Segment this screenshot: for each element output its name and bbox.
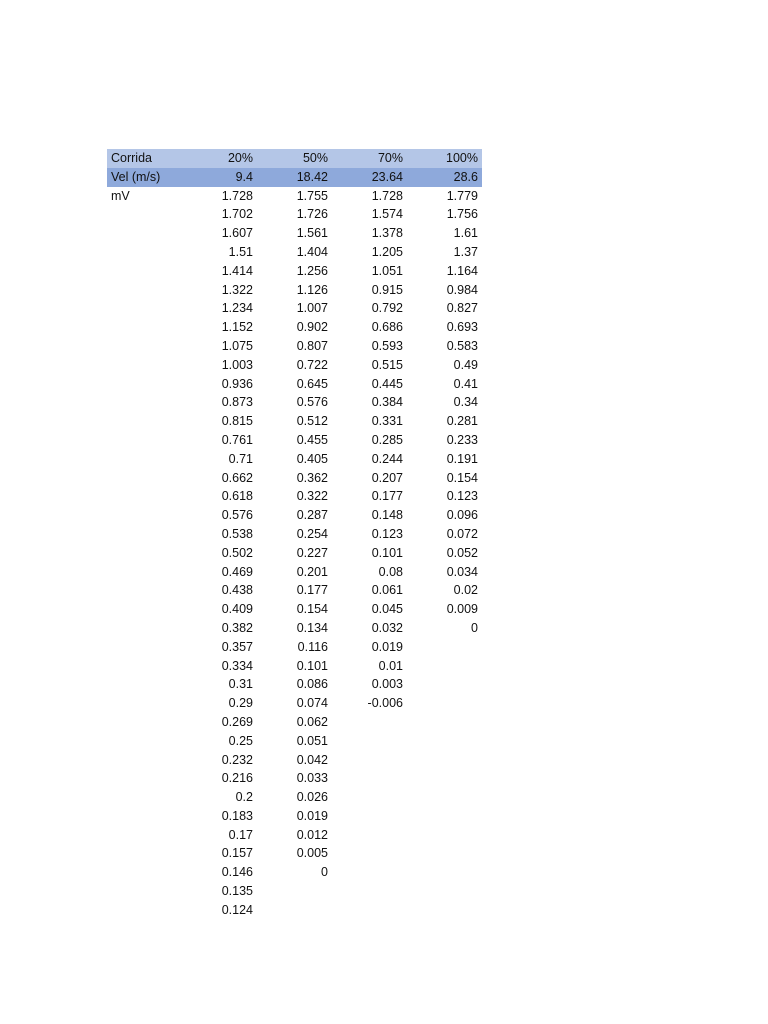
table-row — [107, 205, 482, 224]
table-cell[interactable] — [407, 638, 482, 657]
empty-label-cell[interactable] — [107, 356, 182, 375]
empty-label-cell[interactable] — [107, 243, 182, 262]
table-cell[interactable]: 1.378 — [371, 226, 403, 241]
empty-label-cell[interactable] — [107, 713, 182, 732]
table-cell[interactable]: 1.051 — [371, 263, 403, 278]
table-row — [107, 826, 482, 845]
header-cell-corrida[interactable]: Corrida — [107, 149, 182, 168]
table-cell[interactable]: 0.902 — [296, 320, 328, 335]
table-row — [107, 525, 482, 544]
table-cell[interactable]: 0.074 — [296, 696, 328, 711]
table-row — [107, 788, 482, 807]
table-cell[interactable] — [332, 882, 407, 901]
table-cell[interactable]: 1.164 — [446, 263, 478, 278]
table-cell[interactable]: 0.009 — [446, 602, 478, 617]
header-cell-70pct[interactable]: 70% — [332, 149, 407, 168]
table-cell[interactable] — [407, 807, 482, 826]
table-cell[interactable]: 0.334 — [221, 658, 253, 673]
empty-label-cell[interactable] — [107, 675, 182, 694]
table-cell[interactable]: 0.512 — [296, 414, 328, 429]
table-cell[interactable]: 0.134 — [296, 620, 328, 635]
table-cell[interactable]: 1.756 — [446, 207, 478, 222]
table-row — [107, 563, 482, 582]
table-cell[interactable]: 0.31 — [228, 677, 253, 692]
table-row — [107, 506, 482, 525]
table-cell[interactable]: 1.755 — [296, 188, 328, 203]
table-row — [107, 393, 482, 412]
table-cell[interactable]: 0.003 — [371, 677, 403, 692]
table-cell[interactable]: 0.02 — [453, 583, 478, 598]
table-cell[interactable]: 0.827 — [446, 301, 478, 316]
table-cell[interactable]: 0.101 — [371, 545, 403, 560]
table-cell[interactable]: 0.362 — [296, 470, 328, 485]
table-cell[interactable]: 0.124 — [221, 902, 253, 917]
table-cell[interactable]: 0.71 — [228, 451, 253, 466]
empty-label-cell[interactable] — [107, 506, 182, 525]
table-cell[interactable] — [332, 788, 407, 807]
unit-label-cell[interactable]: mV — [111, 188, 130, 203]
table-cell[interactable]: 0.052 — [446, 545, 478, 560]
table-cell[interactable]: 0.438 — [221, 583, 253, 598]
table-cell[interactable]: 0.01 — [378, 658, 403, 673]
table-cell[interactable]: 0.183 — [221, 808, 253, 823]
table-cell[interactable]: 0.227 — [296, 545, 328, 560]
table-cell[interactable]: 0.08 — [378, 564, 403, 579]
table-row — [107, 337, 482, 356]
table-cell[interactable]: -0.006 — [367, 696, 403, 711]
table-row — [107, 544, 482, 563]
table-cell[interactable]: 0.409 — [221, 602, 253, 617]
table-cell[interactable] — [407, 826, 482, 845]
table-cell[interactable]: 0.012 — [296, 827, 328, 842]
table-row — [107, 375, 482, 394]
empty-label-cell[interactable] — [107, 581, 182, 600]
table-cell[interactable] — [332, 769, 407, 788]
empty-label-cell[interactable] — [107, 619, 182, 638]
empty-label-cell[interactable] — [107, 299, 182, 318]
table-cell[interactable]: 0.807 — [296, 338, 328, 353]
header-cell-100pct[interactable]: 100% — [407, 149, 482, 168]
table-row — [107, 318, 482, 337]
table-cell[interactable] — [407, 901, 482, 920]
table-cell[interactable]: 0.177 — [371, 489, 403, 504]
table-cell[interactable] — [332, 732, 407, 751]
table-cell[interactable]: 1.61 — [453, 226, 478, 241]
table-cell[interactable] — [407, 751, 482, 770]
table-cell[interactable]: 0.154 — [296, 602, 328, 617]
table-cell[interactable]: 1.574 — [371, 207, 403, 222]
table-row — [107, 412, 482, 431]
table-row — [107, 187, 482, 206]
table-cell[interactable]: 0.405 — [296, 451, 328, 466]
table-cell[interactable]: 1.003 — [221, 357, 253, 372]
table-cell[interactable]: 0.538 — [221, 526, 253, 541]
empty-label-cell[interactable] — [107, 487, 182, 506]
empty-label-cell[interactable] — [107, 469, 182, 488]
table-cell[interactable]: 0.25 — [228, 733, 253, 748]
table-row — [107, 844, 482, 863]
table-row — [107, 882, 482, 901]
table-cell[interactable]: 0.061 — [371, 583, 403, 598]
empty-label-cell[interactable] — [107, 788, 182, 807]
table-cell[interactable]: 0.033 — [296, 771, 328, 786]
table-cell[interactable]: 0.032 — [371, 620, 403, 635]
empty-label-cell[interactable] — [107, 544, 182, 563]
table-row — [107, 675, 482, 694]
table-cell[interactable]: 0.331 — [371, 414, 403, 429]
table-cell[interactable]: 0.086 — [296, 677, 328, 692]
table-cell[interactable]: 0.207 — [371, 470, 403, 485]
table-cell[interactable]: 0.936 — [221, 376, 253, 391]
table-cell[interactable]: 0.072 — [446, 526, 478, 541]
table-cell[interactable] — [332, 826, 407, 845]
table-cell[interactable]: 1.779 — [446, 188, 478, 203]
table-cell[interactable]: 0.116 — [297, 639, 328, 654]
table-row — [107, 224, 482, 243]
table-cell[interactable]: 0.29 — [228, 696, 253, 711]
table-cell[interactable]: 0 — [471, 620, 478, 635]
table-cell[interactable]: 0.154 — [446, 470, 478, 485]
table-cell[interactable] — [407, 732, 482, 751]
table-cell[interactable]: 0.445 — [371, 376, 403, 391]
table-row — [107, 769, 482, 788]
table-cell[interactable]: 0.287 — [296, 508, 328, 523]
table-cell[interactable]: 0.034 — [446, 564, 478, 579]
spreadsheet-table — [107, 149, 482, 920]
table-cell[interactable]: 0.148 — [371, 508, 403, 523]
table-cell[interactable]: 0.576 — [221, 508, 253, 523]
table-cell[interactable]: 0.254 — [296, 526, 328, 541]
table-row — [107, 262, 482, 281]
table-row — [107, 638, 482, 657]
empty-label-cell[interactable] — [107, 901, 182, 920]
table-cell[interactable]: 0.502 — [221, 545, 253, 560]
empty-label-cell[interactable] — [107, 393, 182, 412]
empty-label-cell[interactable] — [107, 224, 182, 243]
table-cell[interactable]: 1.607 — [221, 226, 253, 241]
empty-label-cell[interactable] — [107, 563, 182, 582]
table-cell[interactable]: 1.414 — [221, 263, 253, 278]
empty-label-cell[interactable] — [107, 337, 182, 356]
empty-label-cell[interactable] — [107, 863, 182, 882]
empty-label-cell[interactable] — [107, 281, 182, 300]
table-cell[interactable] — [332, 901, 407, 920]
table-cell[interactable]: 0.285 — [371, 432, 403, 447]
table-row — [107, 281, 482, 300]
table-cell[interactable]: 0.191 — [446, 451, 478, 466]
empty-label-cell[interactable] — [107, 412, 182, 431]
table-cell[interactable] — [407, 882, 482, 901]
table-cell[interactable]: 0.34 — [453, 395, 478, 410]
empty-label-cell[interactable] — [107, 807, 182, 826]
velocity-cell-70pct[interactable]: 23.64 — [332, 168, 407, 187]
table-cell[interactable]: 0.792 — [371, 301, 403, 316]
table-cell[interactable]: 0.042 — [296, 752, 328, 767]
velocity-row — [107, 168, 482, 187]
table-cell[interactable]: 0.157 — [221, 846, 253, 861]
table-row — [107, 469, 482, 488]
table-cell[interactable]: 0 — [321, 865, 328, 880]
table-cell[interactable]: 1.728 — [221, 188, 253, 203]
table-row — [107, 807, 482, 826]
table-cell[interactable]: 0.693 — [446, 320, 478, 335]
table-cell[interactable]: 0.123 — [371, 526, 403, 541]
table-cell[interactable]: 0.177 — [296, 583, 328, 598]
empty-label-cell[interactable] — [107, 826, 182, 845]
table-cell[interactable]: 0.382 — [221, 620, 253, 635]
table-cell[interactable]: 1.728 — [371, 188, 403, 203]
table-cell[interactable]: 0.576 — [296, 395, 328, 410]
table-cell[interactable]: 1.234 — [221, 301, 253, 316]
table-row — [107, 600, 482, 619]
empty-label-cell[interactable] — [107, 262, 182, 281]
table-row — [107, 694, 482, 713]
table-cell[interactable]: 0.455 — [296, 432, 328, 447]
table-cell[interactable]: 0.515 — [371, 357, 403, 372]
table-row — [107, 657, 482, 676]
table-cell[interactable]: 0.233 — [446, 432, 478, 447]
table-cell[interactable]: 1.152 — [221, 320, 253, 335]
table-cell[interactable]: 1.561 — [296, 226, 328, 241]
table-cell[interactable] — [332, 751, 407, 770]
empty-label-cell[interactable] — [107, 431, 182, 450]
table-cell[interactable]: 0.322 — [296, 489, 328, 504]
empty-label-cell[interactable] — [107, 732, 182, 751]
empty-label-cell[interactable] — [107, 882, 182, 901]
table-cell[interactable]: 0.244 — [371, 451, 403, 466]
table-cell[interactable]: 0.662 — [221, 470, 253, 485]
table-cell[interactable]: 0.096 — [446, 508, 478, 523]
empty-label-cell[interactable] — [107, 205, 182, 224]
table-row — [107, 901, 482, 920]
table-row — [107, 356, 482, 375]
header-cell-20pct[interactable]: 20% — [182, 149, 257, 168]
table-cell[interactable]: 1.126 — [296, 282, 328, 297]
empty-label-cell[interactable] — [107, 450, 182, 469]
table-row — [107, 487, 482, 506]
table-cell[interactable]: 0.49 — [453, 357, 478, 372]
table-cell[interactable]: 0.062 — [296, 714, 328, 729]
table-cell[interactable]: 1.075 — [221, 338, 253, 353]
empty-label-cell[interactable] — [107, 769, 182, 788]
empty-label-cell[interactable] — [107, 751, 182, 770]
table-cell[interactable]: 0.101 — [296, 658, 328, 673]
table-cell[interactable]: 0.761 — [221, 432, 253, 447]
table-cell[interactable]: 0.232 — [221, 752, 253, 767]
empty-label-cell[interactable] — [107, 657, 182, 676]
table-cell[interactable]: 0.645 — [296, 376, 328, 391]
table-cell[interactable]: 0.2 — [235, 790, 253, 805]
table-cell[interactable]: 1.726 — [296, 207, 328, 222]
table-cell[interactable] — [407, 694, 482, 713]
table-cell[interactable] — [407, 657, 482, 676]
table-cell[interactable]: 1.007 — [296, 301, 328, 316]
empty-label-cell[interactable] — [107, 694, 182, 713]
data-rows — [107, 187, 482, 920]
velocity-cell-50pct[interactable]: 18.42 — [257, 168, 332, 187]
table-cell[interactable] — [332, 807, 407, 826]
table-cell[interactable] — [407, 675, 482, 694]
velocity-cell-20pct[interactable]: 9.4 — [182, 168, 257, 187]
table-cell[interactable] — [332, 713, 407, 732]
empty-label-cell[interactable] — [107, 600, 182, 619]
table-cell[interactable]: 0.051 — [296, 733, 328, 748]
table-cell[interactable] — [407, 788, 482, 807]
table-cell[interactable]: 0.722 — [296, 357, 328, 372]
table-row — [107, 863, 482, 882]
velocity-label-cell[interactable]: Vel (m/s) — [107, 168, 182, 187]
table-cell[interactable]: 0.146 — [221, 865, 253, 880]
table-row — [107, 299, 482, 318]
table-cell[interactable]: 0.41 — [453, 376, 478, 391]
table-cell[interactable]: 0.593 — [371, 338, 403, 353]
table-cell[interactable]: 0.201 — [296, 564, 328, 579]
table-cell[interactable]: 0.005 — [296, 846, 328, 861]
table-cell[interactable]: 0.135 — [221, 884, 253, 899]
table-cell[interactable]: 1.322 — [221, 282, 253, 297]
table-row — [107, 619, 482, 638]
velocity-cell-100pct[interactable]: 28.6 — [407, 168, 482, 187]
header-cell-50pct[interactable]: 50% — [257, 149, 332, 168]
table-cell[interactable]: 1.256 — [296, 263, 328, 278]
table-cell[interactable]: 0.281 — [446, 414, 478, 429]
table-cell[interactable]: 0.17 — [228, 827, 253, 842]
table-cell[interactable]: 0.618 — [221, 489, 253, 504]
table-row — [107, 243, 482, 262]
table-cell[interactable]: 0.984 — [446, 282, 478, 297]
table-cell[interactable] — [407, 863, 482, 882]
table-cell[interactable]: 1.51 — [228, 244, 253, 259]
table-row — [107, 450, 482, 469]
table-cell[interactable]: 0.469 — [221, 564, 253, 579]
table-cell[interactable] — [407, 769, 482, 788]
table-cell[interactable] — [332, 863, 407, 882]
table-cell[interactable]: 1.205 — [371, 244, 403, 259]
table-cell[interactable]: 1.404 — [296, 244, 328, 259]
table-cell[interactable]: 1.702 — [221, 207, 253, 222]
table-cell[interactable]: 0.019 — [296, 808, 328, 823]
table-cell[interactable]: 0.915 — [371, 282, 403, 297]
empty-label-cell[interactable] — [107, 525, 182, 544]
table-cell[interactable] — [257, 882, 332, 901]
table-cell[interactable]: 0.123 — [446, 489, 478, 504]
table-cell[interactable] — [257, 901, 332, 920]
table-cell[interactable]: 0.357 — [221, 639, 253, 654]
table-row — [107, 431, 482, 450]
table-cell[interactable]: 0.045 — [371, 602, 403, 617]
table-cell[interactable]: 0.216 — [221, 771, 253, 786]
table-row — [107, 732, 482, 751]
table-cell[interactable] — [332, 844, 407, 863]
table-cell[interactable]: 0.873 — [221, 395, 253, 410]
table-row — [107, 581, 482, 600]
empty-label-cell[interactable] — [107, 638, 182, 657]
table-cell[interactable]: 0.815 — [221, 414, 253, 429]
table-cell[interactable]: 0.026 — [296, 790, 328, 805]
table-cell[interactable]: 0.686 — [371, 320, 403, 335]
table-cell[interactable]: 0.583 — [446, 338, 478, 353]
table-cell[interactable] — [407, 844, 482, 863]
table-cell[interactable]: 0.384 — [371, 395, 403, 410]
empty-label-cell[interactable] — [107, 375, 182, 394]
empty-label-cell[interactable] — [107, 318, 182, 337]
empty-label-cell[interactable] — [107, 844, 182, 863]
table-row — [107, 751, 482, 770]
table-row — [107, 713, 482, 732]
header-row — [107, 149, 482, 168]
table-cell[interactable]: 0.269 — [221, 714, 253, 729]
table-cell[interactable]: 1.37 — [453, 244, 478, 259]
table-cell[interactable]: 0.019 — [371, 639, 403, 654]
table-cell[interactable] — [407, 713, 482, 732]
